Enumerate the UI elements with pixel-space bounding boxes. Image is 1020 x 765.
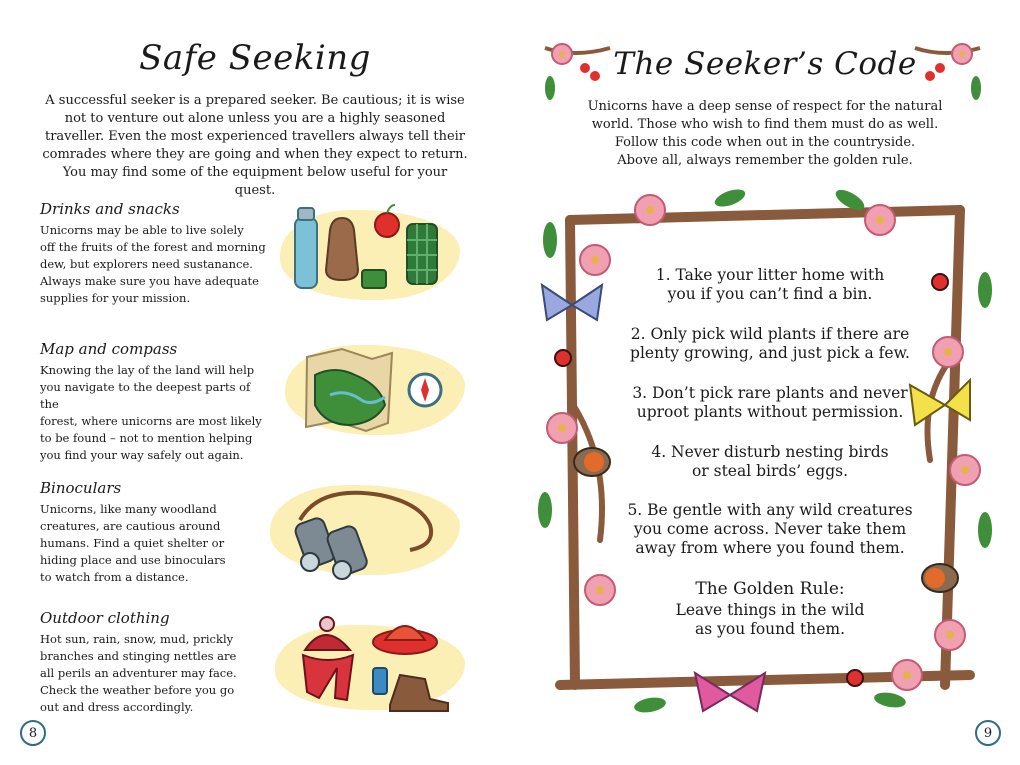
golden-rule-title: The Golden Rule:	[695, 579, 845, 599]
flower-corner-right	[910, 38, 985, 108]
section-body-drinks: Unicorns may be able to live solely off the fruits of the forest and morning dew, but explorers need sustanance. Always make sure you have adequate supplies for your mission.	[40, 223, 266, 305]
intro-text: A successful seeker is a prepared seeker. Be cautious; it is wise not to venture out alone unless you are a highly seasoned traveller. Even the most experienced travellers always tell their comrades where they are going and when they expect to return. You may find some of the equipment below useful for your quest.	[42, 93, 468, 198]
section-heading-clothing: Outdoor clothing	[40, 609, 170, 627]
section-heading-drinks: Drinks and snacks	[40, 200, 180, 218]
code-rule-5: 5. Be gentle with any wild creatures you come across. Never take them away from where you found them.	[627, 501, 913, 557]
intro-text: Unicorns have a deep sense of respect for the natural world. Those who wish to find them must do as well. Follow this code when out in the countryside. Above all, always remember the golden rule.	[587, 99, 943, 168]
page-title: The Seeker’s Code	[613, 46, 917, 82]
section-heading-map: Map and compass	[40, 340, 178, 358]
code-rule-2: 2. Only pick wild plants if there are plenty growing, and just pick a few.	[630, 325, 910, 362]
section-body-clothing: Hot sun, rain, snow, mud, prickly branches and stinging nettles are all perils an adventurer may face. Check the weather before you go out and dress accordingly.	[40, 632, 237, 714]
page-number: 8	[20, 720, 46, 746]
code-rule-1: 1. Take your litter home with you if you can’t find a bin.	[655, 266, 885, 303]
code-rule-3: 3. Don’t pick rare plants and never uproot plants without permission.	[632, 384, 908, 421]
code-rule-4: 4. Never disturb nesting birds or steal birds’ eggs.	[651, 443, 889, 480]
section-body-map: Knowing the lay of the land will help you navigate to the deepest parts of the forest, where unicorns are most likely to be found – not to mention helping you find your way safely out again.	[40, 363, 262, 462]
page-number: 9	[975, 720, 1001, 746]
flower-corner-left	[540, 38, 615, 108]
golden-rule-text: Leave things in the wild as you found them.	[675, 601, 865, 638]
section-heading-binoculars: Binoculars	[40, 479, 122, 497]
page-title: Safe Seeking	[139, 38, 371, 78]
section-body-binoculars: Unicorns, like many woodland creatures, are cautious around humans. Find a quiet shelter or hiding place and use binoculars to watch from a distance.	[40, 502, 226, 584]
